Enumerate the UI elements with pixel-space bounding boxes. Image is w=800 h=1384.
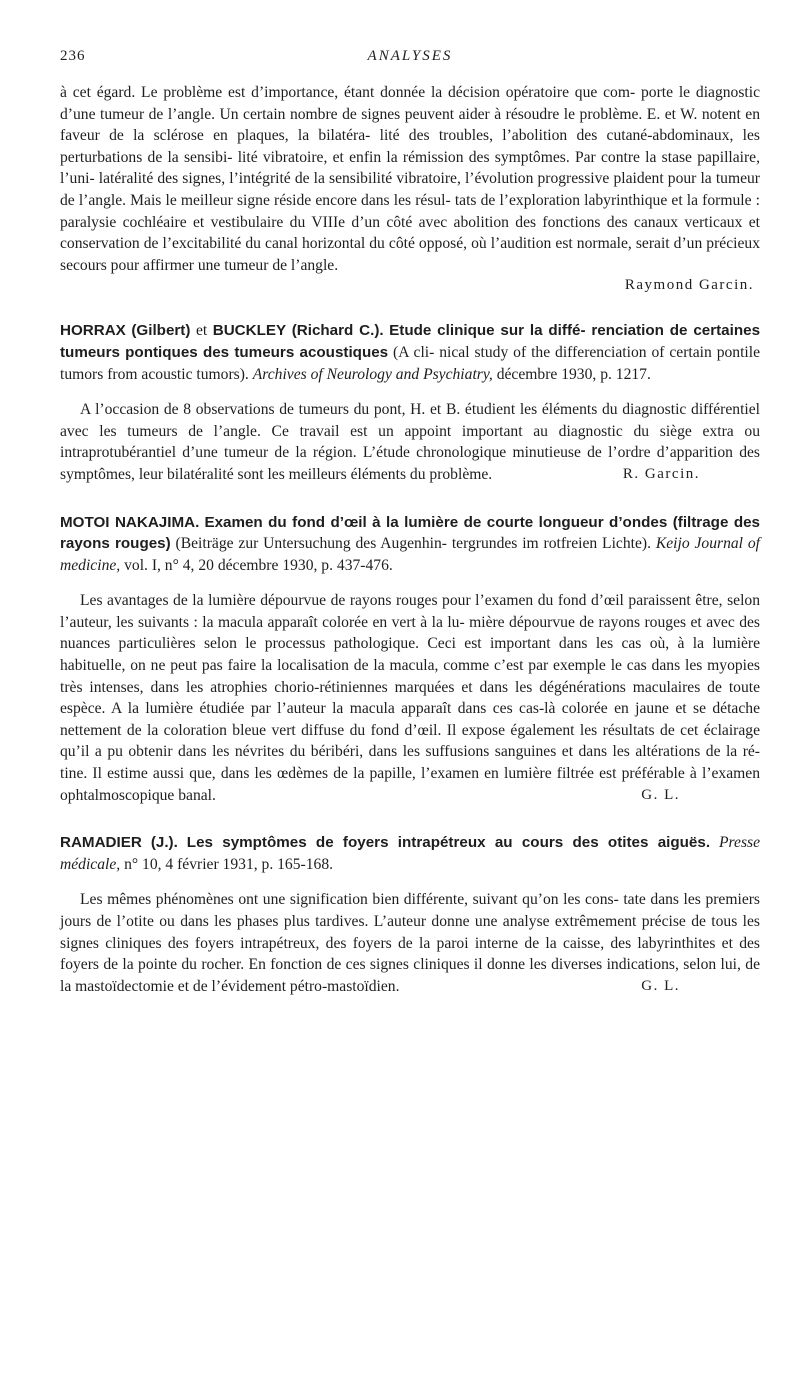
- article-source: Keijo Journal of medicine,: [60, 535, 760, 574]
- article-title: Etude clinique sur la diffé- renciation de certaines tumeurs pontiques des tumeurs acoustiques: [60, 322, 761, 361]
- running-head: [60, 48, 760, 72]
- document-page: [60, 48, 760, 997]
- intro-signature: Raymond Garcin.: [624, 277, 754, 294]
- article-authors-second-given: (Richard C.).: [291, 322, 384, 340]
- article-title: Les symptômes de foyers intrapétreux au cours des otites aiguës.: [186, 834, 711, 852]
- article-translation: (A cli- nical study of the differenciation of certain pontile tumors from acoustic tumors).: [60, 343, 760, 383]
- article-conjunction: et: [195, 322, 208, 340]
- page-number: 236: [60, 48, 86, 64]
- article-header: [60, 320, 760, 385]
- article-authors: MOTOI NAKAJIMA.: [60, 513, 200, 531]
- article-body-text: Les avantages de la lumière dépourvue de rayons rouges pour l’examen du fond d’œil paraissent être, selon l’auteur, les suivants : la macula apparaît colorée en vert à la lu- mière dépourvue de rayons rouges et avec des nuances particulières selon le processus pathologique. Ceci est important dans les cas où, à la lumière habituelle, on ne peut pas faire la localisation de la macula, comme c’est par exemple le cas dans les myopies très intenses, dans les atrophies chorio-rétiniennes marquées et dans les dégénérations maculaires de toute espèce. A la lumière étudiée par l’auteur la macula apparaît dans ces cas-là colorée en jaune et se détache nettement de la coloration bleue vert diffuse du fond d’œil. Il expose également les résultats de cet éclairage qu’il a pu obtenir dans les névrites du béribéri, dans les suffusions sanguines et dans les altérations de la ré- tine. Il estime aussi que, dans les œdèmes de la papille, l’examen en lumière filtrée est préférable à l’examen ophtalmoscopique banal.: [60, 592, 760, 804]
- article-authors: RAMADIER: [60, 834, 142, 852]
- article-body: [60, 399, 760, 485]
- article-authors: HORRAX: [60, 322, 126, 340]
- article-source-details: n° 10, 4 février 1931, p. 165-168.: [124, 855, 334, 873]
- article-signature: R. Garcin.: [622, 465, 700, 482]
- article-authors-given: (Gilbert): [131, 322, 191, 340]
- intro-paragraph: à cet égard. Le problème est d’importance, étant donnée la décision opératoire que com- porte le diagnostic d’une tumeur de l’angle. Un certain nombre de signes peuvent aider à résoudre le problème. E. et W. notent en faveur de la sclérose en plaques, la bilatéra- lité des troubles, l’abolition des cutané-abdominaux, les perturbations de la sensibi- lité vibratoire, et enfin la rémission des symptômes. Par contre la stase papillaire, l’uni- latéralité des signes, l’intégrité de la sensibilité vibratoire, l’évolution progressive plaident pour la tumeur de l’angle. Mais le meilleur signe réside encore dans les résul- tats de l’exploration labyrinthique et la formule : paralysie cochléaire et vestibulaire du VIIIe d’un côté avec abolition des fonctions des canaux verticaux et conservation de l’excitabilité du canal horizontal du côté opposé, où l’audition est normale, serait d’un précieux secours pour affirmer une tumeur de l’angle.: [60, 84, 760, 274]
- article-source-details: décembre 1930, p. 1217.: [496, 365, 651, 383]
- article-translation: (Beiträge zur Untersuchung des Augenhin- tergrundes im rotfreien Lichte).: [175, 535, 651, 553]
- article-signature: G. L.: [641, 977, 680, 994]
- article-header: [60, 832, 760, 875]
- article-body: [60, 889, 760, 997]
- article-authors-second: BUCKLEY: [212, 322, 287, 340]
- article-source: Archives of Neurology and Psychiatry,: [252, 365, 493, 383]
- article-body-text: Les mêmes phénomènes ont une signification bien différente, suivant qu’on les cons- tate dans les premiers jours de l’otite ou dans les phases plus tardives. L’auteur donne une analyse extrêmement précise de tous les signes cliniques des foyers intrapétreux, des foyers de la paroi interne de la caisse, des labyrinthites et des foyers de la pointe du rocher. En fonction de ces signes cliniques il donne les diverses indications, selon lui, de la mastoïdectomie et de l’évidement pétro-mastoïdien.: [60, 891, 760, 995]
- article-authors-given: (J.).: [150, 834, 178, 852]
- article-signature: G. L.: [641, 786, 680, 803]
- article-source-details: vol. I, n° 4, 20 décembre 1930, p. 437-476.: [124, 556, 393, 574]
- running-title: ANALYSES: [367, 48, 453, 64]
- article-title: Examen du fond d’œil à la lumière de courte longueur d’ondes (filtrage des rayons rouges): [60, 513, 760, 553]
- article-body: [60, 590, 760, 806]
- article-body-text: A l’occasion de 8 observations de tumeurs du pont, H. et B. étudient les éléments du diagnostic différentiel avec les tumeurs de l’angle. Ce travail est un appoint important au diagnostic du siège extra ou intraprotubérantiel d’une tumeur de la région. L’étude chronologique minutieuse de l’ordre d’apparition des symptômes, leur bilatéralité sont les meilleurs éléments du problème.: [60, 401, 760, 483]
- article-header: [60, 512, 760, 577]
- article-source: Presse médicale,: [60, 834, 761, 873]
